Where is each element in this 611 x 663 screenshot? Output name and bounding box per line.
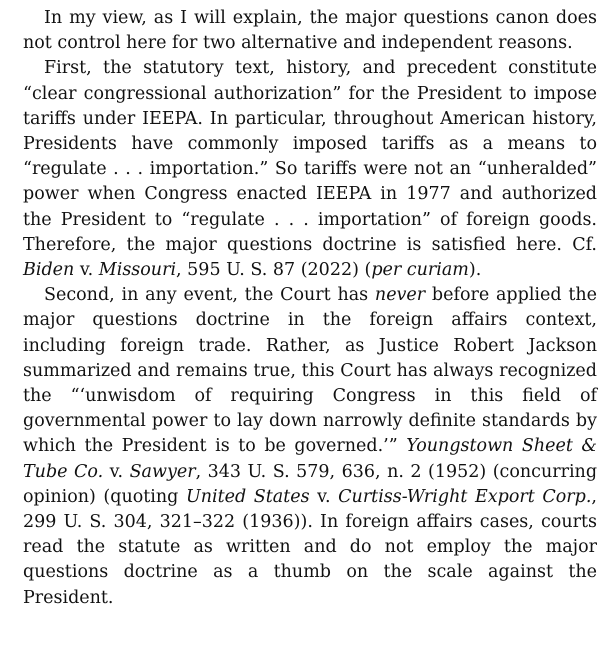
paragraph-text: First, the statutory text, history, and precedent constitute “clear congressional authorization” for the President to impose tariffs under IEEPA. In particular, throughout American history, Presidents have commonly imposed tariffs as a means to “regulate . . . importation.” So tariffs were not an “unheralded” power when Congress enacted IEEPA in 1977 and authorized the President to “regulate . . . importation” of foreign goods. Therefore, the major questions doctrine is satisfied here. Cf. [23, 58, 597, 255]
case-name-united-states: United States [185, 486, 310, 507]
citation-close: ). [468, 260, 482, 281]
paragraph-first-reason [23, 56, 597, 283]
versus-text: v. [74, 260, 99, 281]
paragraph-intro [23, 6, 597, 56]
per-curiam-text: per curiam [371, 260, 469, 281]
emphasis-never: never [374, 285, 426, 306]
case-name-missouri: Missouri [98, 260, 177, 281]
paragraph-second-reason [23, 283, 597, 611]
paragraph-text: In my view, as I will explain, the major questions canon does not control here for two alternative and independent reasons. [23, 8, 597, 54]
versus-text: v. [309, 486, 339, 507]
case-name-youngstown: Youngstown Sheet & Tube Co. [23, 436, 597, 482]
versus-text: v. [103, 461, 130, 482]
case-name-sawyer: Sawyer [129, 461, 196, 482]
paragraph-text: before applied the major questions doctrine in the foreign affairs context, including foreign trade. Rather, as Justice Robert Jackson summarized and remains true, this Court has always recognized the “‘unwisdom of requiring Congress in this field of governmental power to lay down narrowly definite standards by which the President is to be governed.’” [23, 285, 597, 457]
case-name-curtiss-wright: Curtiss-Wright Export Corp. [338, 486, 592, 507]
case-name-biden: Biden [23, 260, 75, 281]
paragraph-text: Second, in any event, the Court has [44, 285, 375, 306]
citation-text: , 595 U. S. 87 (2022) ( [176, 260, 372, 281]
citation-text: , 343 U. S. 579, 636, n. 2 (1952) (concurring opinion) (quoting [23, 461, 598, 507]
paragraph-text: , 299 U. S. 304, 321–322 (1936)). In foreign affairs cases, courts read the statute as written and do not employ the major questions doctrine as a thumb on the scale against the President. [23, 486, 597, 608]
